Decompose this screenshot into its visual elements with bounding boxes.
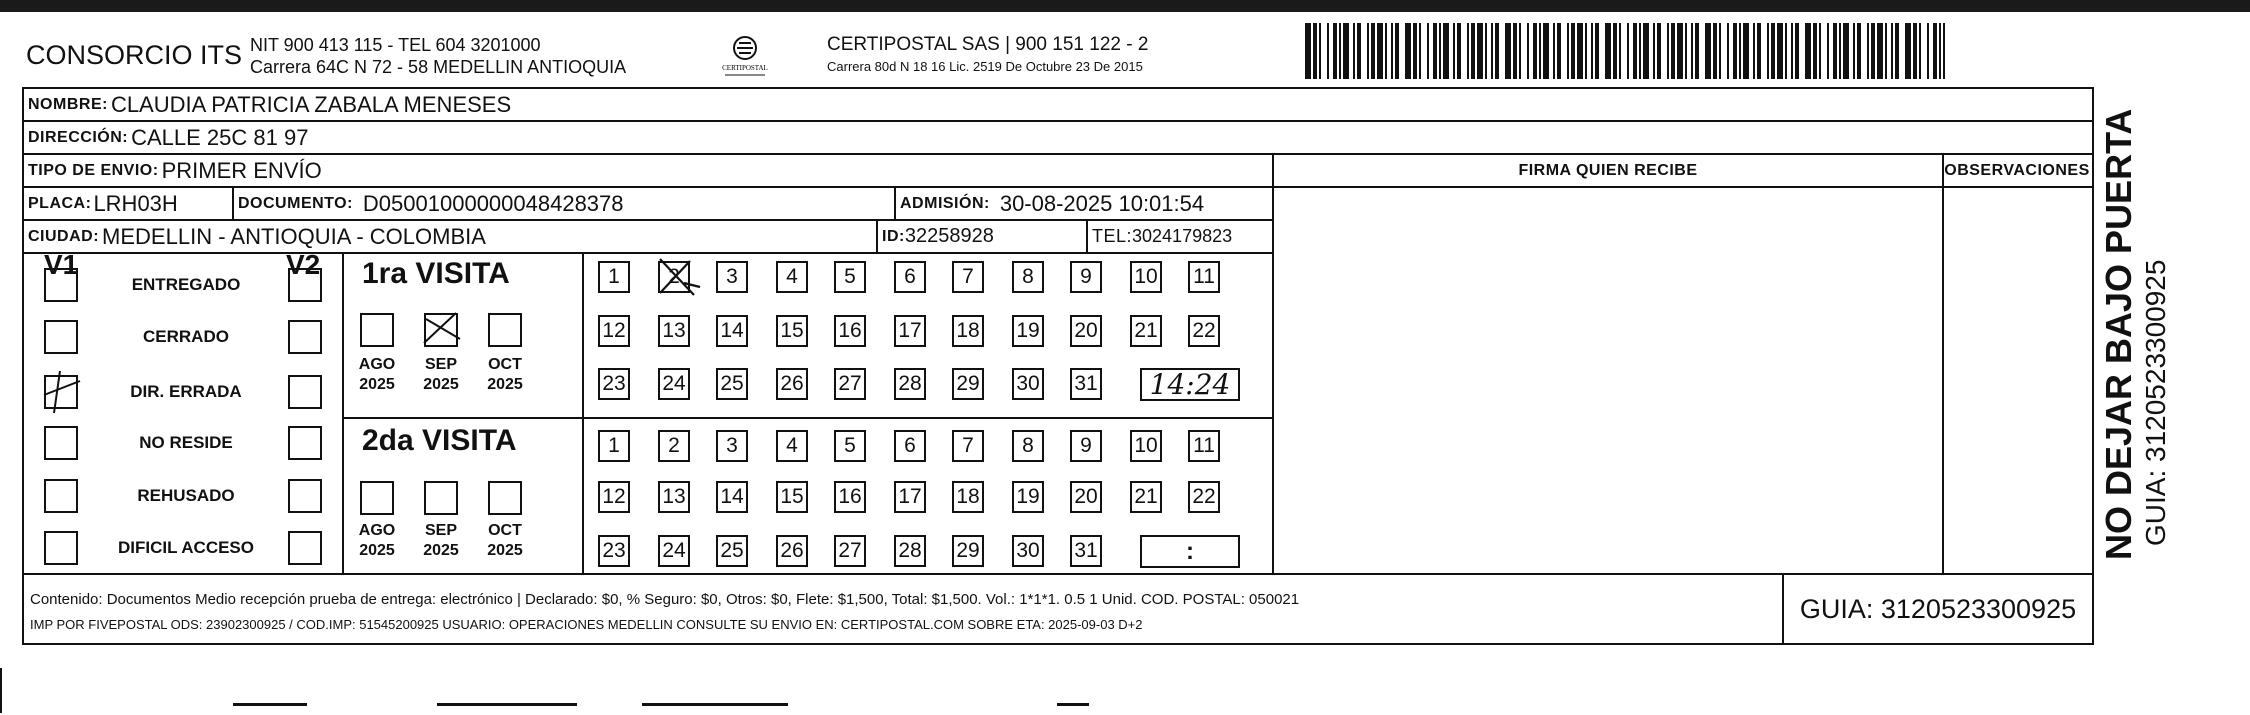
row-address [24, 122, 2092, 155]
month-year: 2025 [423, 542, 459, 559]
day-number: 15 [780, 319, 804, 342]
company-info [250, 34, 626, 78]
day-box[interactable] [1130, 261, 1162, 293]
day-box[interactable] [716, 430, 748, 462]
day-number: 30 [1016, 539, 1040, 562]
day-number: 29 [956, 372, 980, 395]
month-name: SEP [424, 356, 457, 373]
day-box[interactable] [658, 535, 690, 567]
month-checkbox[interactable] [424, 313, 458, 347]
top-black-bar [0, 0, 2250, 12]
barcode [1305, 23, 1945, 79]
month-checkbox[interactable] [360, 313, 394, 347]
bottom-stub [642, 703, 788, 706]
day-box[interactable] [598, 481, 630, 513]
id-label: ID: [882, 227, 905, 245]
admission-date: 30-08-2025 10:01:54 [999, 190, 1205, 216]
month-year: 2025 [359, 542, 395, 559]
side-guia: GUIA: 3120523300925 [2140, 259, 2171, 546]
document-number: D05001000000048428378 [362, 190, 624, 216]
day-number: 20 [1074, 485, 1098, 508]
day-number: 29 [956, 539, 980, 562]
day-number: 4 [786, 434, 798, 457]
status-label: ENTREGADO [131, 275, 241, 294]
day-number: 21 [1134, 485, 1158, 508]
day-box[interactable] [834, 481, 866, 513]
day-number: 2 [668, 434, 680, 457]
time-field[interactable] [1140, 535, 1240, 568]
day-box[interactable] [894, 535, 926, 567]
no-under-door-notice: NO DEJAR BAJO PUERTA [2098, 108, 2139, 560]
v1-label: V1 [44, 249, 79, 280]
day-box[interactable] [952, 481, 984, 513]
day-box[interactable] [658, 481, 690, 513]
status-label: REHUSADO [137, 486, 235, 505]
day-number: 28 [898, 539, 922, 562]
day-number: 1 [608, 434, 620, 457]
day-box[interactable] [658, 261, 690, 293]
plate-label: PLACA: [28, 194, 92, 212]
day-number: 16 [838, 485, 862, 508]
day-box[interactable] [834, 261, 866, 293]
day-box[interactable] [1188, 261, 1220, 293]
certipostal-logo [715, 32, 775, 80]
month-label [352, 521, 402, 561]
day-box[interactable] [834, 315, 866, 347]
day-number: 13 [662, 319, 686, 342]
side-notice [2098, 109, 2172, 560]
day-box[interactable] [1012, 535, 1044, 567]
logo-caption: CERTIPOSTAL [722, 64, 768, 72]
day-box[interactable] [834, 535, 866, 567]
day-number: 8 [1022, 265, 1034, 288]
day-number: 5 [844, 265, 856, 288]
bottom-stub [437, 703, 577, 706]
imp-line: IMP POR FIVEPOSTAL ODS: 23902300925 / COD.IMP: 51545200925 USUARIO: OPERACIONES MEDELLIN CONSULTE SU ENVIO EN: CERTIPOSTAL.COM SOBRE ETA: 2025-09-03 D+2 [30, 617, 1143, 632]
logo-icon [715, 32, 775, 80]
v1-checkbox[interactable] [44, 375, 78, 409]
day-number: 12 [602, 319, 626, 342]
day-box[interactable] [894, 368, 926, 400]
day-box[interactable] [894, 261, 926, 293]
month-year: 2025 [487, 542, 523, 559]
v2-checkbox[interactable] [288, 531, 322, 565]
address-label: DIRECCIÓN: [28, 128, 129, 146]
day-box[interactable] [1188, 481, 1220, 513]
day-number: 7 [962, 434, 974, 457]
time-field[interactable] [1140, 368, 1240, 401]
day-number: 4 [786, 265, 798, 288]
day-number: 16 [838, 319, 862, 342]
day-number: 25 [720, 539, 744, 562]
day-box[interactable] [776, 315, 808, 347]
day-box[interactable] [894, 315, 926, 347]
month-label [416, 521, 466, 561]
v1-checkbox[interactable] [44, 268, 78, 302]
month-label [480, 355, 530, 395]
v2-checkbox[interactable] [288, 320, 322, 354]
month-checkbox[interactable] [488, 481, 522, 515]
day-box[interactable] [1012, 261, 1044, 293]
day-number: 27 [838, 372, 862, 395]
day-box[interactable] [1130, 481, 1162, 513]
day-number: 28 [898, 372, 922, 395]
v1-checkbox[interactable] [44, 531, 78, 565]
month-label [352, 355, 402, 395]
day-box[interactable] [1012, 481, 1044, 513]
v2-checkbox[interactable] [288, 479, 322, 513]
day-number: 24 [662, 372, 686, 395]
day-box[interactable] [894, 430, 926, 462]
day-number: 7 [962, 265, 974, 288]
day-number: 20 [1074, 319, 1098, 342]
day-number: 10 [1134, 265, 1158, 288]
day-number: 31 [1074, 539, 1098, 562]
check-mark-icon [656, 257, 702, 297]
status-label: DIFICIL ACCESO [117, 538, 254, 557]
day-number: 11 [1193, 265, 1215, 288]
day-box[interactable] [952, 315, 984, 347]
day-number: 13 [662, 485, 686, 508]
day-box[interactable] [658, 430, 690, 462]
day-box[interactable] [834, 368, 866, 400]
v2-checkbox[interactable] [288, 375, 322, 409]
day-box[interactable] [952, 261, 984, 293]
day-number: 19 [1016, 485, 1040, 508]
day-number: 18 [956, 319, 980, 342]
v2-checkbox[interactable] [288, 426, 322, 460]
day-box[interactable] [894, 481, 926, 513]
day-number: 14 [720, 485, 744, 508]
day-box[interactable] [1070, 481, 1102, 513]
day-box[interactable] [1130, 430, 1162, 462]
company-name: CONSORCIO ITS [26, 40, 243, 70]
day-box[interactable] [952, 535, 984, 567]
day-box[interactable] [1070, 430, 1102, 462]
row-send-type [24, 155, 2092, 188]
day-box[interactable] [1070, 315, 1102, 347]
footer-guia: GUIA: 3120523300925 [1799, 593, 2077, 624]
v2-checkbox[interactable] [288, 268, 322, 302]
plate: LRH03H [93, 190, 178, 216]
recipient-address: CALLE 25C 81 97 [131, 124, 309, 150]
content-line: Contenido: Documentos Medio recepción prueba de entrega: electrónico | Declarado: $0, % Seguro: $0, Otros: $0, Flete: $1,500, Total: $1,500. Vol.: 1*1*1. 0.5 1 Unid. COD. POSTAL: 050021 [30, 591, 1300, 608]
day-number: 21 [1134, 319, 1158, 342]
recipient-tel: 3024179823 [1132, 226, 1233, 246]
observations-header: OBSERVACIONES [1944, 161, 2090, 179]
day-number: 17 [898, 485, 922, 508]
admission-label: ADMISIÓN: [900, 194, 990, 212]
day-number: 26 [780, 372, 804, 395]
day-number: 12 [602, 485, 626, 508]
month-checkbox[interactable] [488, 313, 522, 347]
day-number: 25 [720, 372, 744, 395]
month-name: OCT [488, 522, 522, 539]
day-number: 15 [780, 485, 804, 508]
day-box[interactable] [1070, 368, 1102, 400]
day-number: 6 [904, 434, 916, 457]
courier-line: CERTIPOSTAL SAS | 900 151 122 - 2 [827, 34, 1149, 55]
tel-label: TEL: [1092, 226, 1133, 246]
check-mark-icon [420, 309, 464, 349]
visit1-title: 1ra VISITA [362, 257, 510, 290]
day-number: 23 [602, 539, 626, 562]
day-box[interactable] [598, 368, 630, 400]
day-number: 31 [1074, 372, 1098, 395]
day-number: 23 [602, 372, 626, 395]
v1-checkbox[interactable] [44, 479, 78, 513]
day-number: 6 [904, 265, 916, 288]
name-label: NOMBRE: [28, 95, 108, 113]
day-number: 11 [1193, 434, 1215, 457]
status-label: DIR. ERRADA [130, 382, 242, 401]
nit-line: NIT 900 413 115 - TEL 604 3201000 [250, 35, 541, 55]
day-box[interactable] [952, 430, 984, 462]
day-box[interactable] [658, 368, 690, 400]
day-box[interactable] [776, 535, 808, 567]
month-label [480, 521, 530, 561]
day-number: 9 [1080, 265, 1092, 288]
row-document [24, 188, 1274, 221]
recipient-name: CLAUDIA PATRICIA ZABALA MENESES [110, 91, 512, 117]
day-box[interactable] [598, 261, 630, 293]
city-label: CIUDAD: [28, 227, 100, 245]
send-type: PRIMER ENVÍO [161, 157, 322, 183]
document-label: DOCUMENTO: [238, 194, 353, 212]
month-label [416, 355, 466, 395]
day-number: 18 [956, 485, 980, 508]
day-number: 5 [844, 434, 856, 457]
day-box[interactable] [716, 261, 748, 293]
edge-mark [0, 668, 2, 713]
day-box[interactable] [776, 430, 808, 462]
day-number: 8 [1022, 434, 1034, 457]
month-year: 2025 [487, 376, 523, 393]
month-name: AGO [358, 356, 396, 373]
day-box[interactable] [716, 535, 748, 567]
v2-label: V2 [286, 249, 321, 280]
v1-checkbox[interactable] [44, 426, 78, 460]
day-box[interactable] [1012, 315, 1044, 347]
check-mark-icon [36, 367, 86, 417]
day-number: 1 [608, 265, 620, 288]
month-name: AGO [358, 522, 396, 539]
status-label: NO RESIDE [139, 433, 233, 452]
day-box[interactable] [952, 368, 984, 400]
day-number: 3 [726, 265, 738, 288]
send-type-label: TIPO DE ENVIO: [28, 161, 159, 179]
day-box[interactable] [776, 368, 808, 400]
month-year: 2025 [423, 376, 459, 393]
day-box[interactable] [598, 430, 630, 462]
day-box[interactable] [716, 481, 748, 513]
row-name [24, 89, 2092, 122]
day-box[interactable] [658, 315, 690, 347]
month-name: SEP [424, 522, 457, 539]
day-number: 9 [1080, 434, 1092, 457]
month-checkbox[interactable] [360, 481, 394, 515]
day-number: 17 [898, 319, 922, 342]
month-checkbox[interactable] [424, 481, 458, 515]
city: MEDELLIN - ANTIOQUIA - COLOMBIA [102, 223, 486, 249]
day-number: 22 [1192, 319, 1216, 342]
day-box[interactable] [716, 368, 748, 400]
time-value: 14:24 [1149, 368, 1231, 401]
day-number: 19 [1016, 319, 1040, 342]
day-box[interactable] [598, 315, 630, 347]
day-box[interactable] [1012, 430, 1044, 462]
day-box[interactable] [1188, 430, 1220, 462]
day-number: 10 [1134, 434, 1158, 457]
day-box[interactable] [1012, 368, 1044, 400]
day-box[interactable] [1070, 261, 1102, 293]
day-box[interactable] [776, 261, 808, 293]
v1-checkbox[interactable] [44, 320, 78, 354]
day-box[interactable] [598, 535, 630, 567]
day-number: 24 [662, 539, 686, 562]
bottom-stub [233, 703, 307, 706]
row-city [24, 221, 1274, 254]
month-name: OCT [488, 356, 522, 373]
visit2-title: 2da VISITA [362, 424, 517, 457]
day-box[interactable] [1070, 535, 1102, 567]
day-number: 2 [668, 265, 680, 288]
status-label: CERRADO [143, 327, 229, 346]
day-number: 14 [720, 319, 744, 342]
day-box[interactable] [776, 481, 808, 513]
day-number: 3 [726, 434, 738, 457]
courier-address: Carrera 80d N 18 16 Lic. 2519 De Octubre 23 De 2015 [827, 59, 1143, 74]
signature-header: FIRMA QUIEN RECIBE [1518, 161, 1698, 179]
day-box[interactable] [716, 315, 748, 347]
day-box[interactable] [1130, 315, 1162, 347]
company-address: Carrera 64C N 72 - 58 MEDELLIN ANTIOQUIA [250, 57, 627, 77]
day-number: 27 [838, 539, 862, 562]
day-number: 30 [1016, 372, 1040, 395]
recipient-id: 32258928 [904, 225, 994, 247]
day-box[interactable] [834, 430, 866, 462]
month-year: 2025 [359, 376, 395, 393]
bottom-stub [1057, 703, 1089, 706]
courier-info [827, 34, 1148, 78]
day-number: 22 [1192, 485, 1216, 508]
shipping-form [22, 87, 2094, 645]
day-number: 26 [780, 539, 804, 562]
time-value: : [1186, 537, 1194, 565]
day-box[interactable] [1188, 315, 1220, 347]
